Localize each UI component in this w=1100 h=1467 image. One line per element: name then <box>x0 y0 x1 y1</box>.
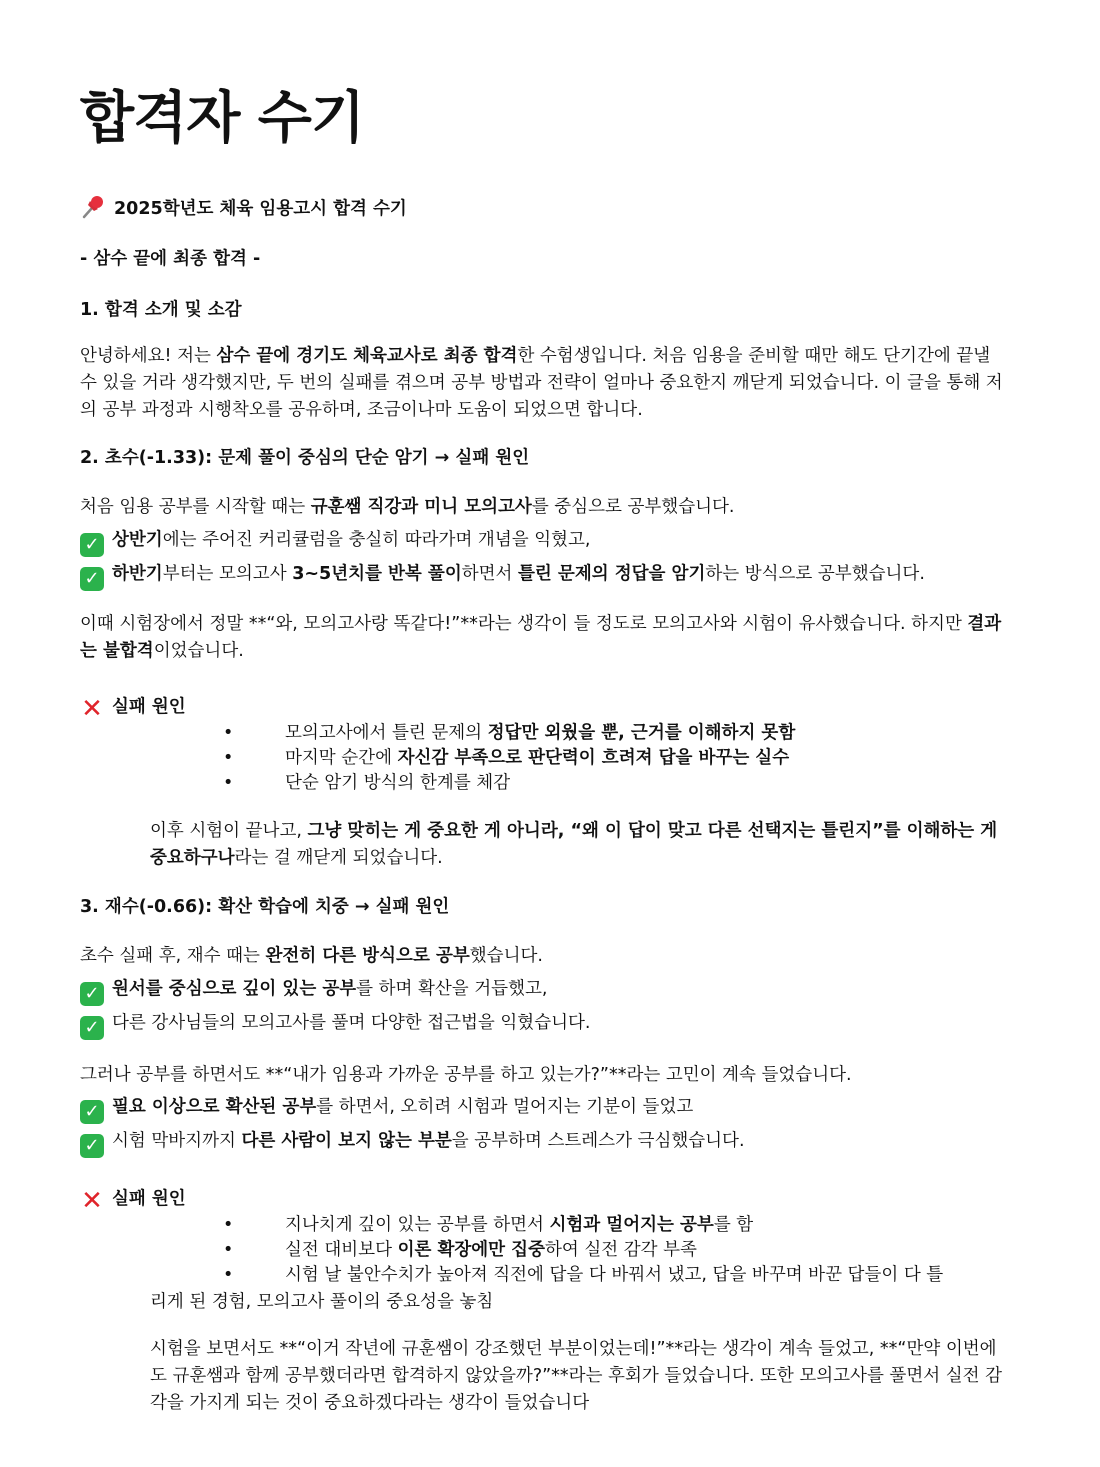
section3-fail-item-continued: 리게 된 경험, 모의고사 풀이의 중요성을 놓침 <box>150 1292 494 1312</box>
section1-paragraph: 안녕하세요! 저는 삼수 끝에 경기도 체육교사로 최종 합격한 수험생입니다. 처음 임용을 준비할 때만 해도 단기간에 끝낼 수 있을 거라 생각했지만, 두 번의 실패를 겪으며 공부 방법과 전략이 얼마나 중요한지 깨닫게 되었습니다. 이 글을 통해 저의 공부 과정과 시행착오를 공유하며, 조금이나마 도움이 되었으면 합니다. <box>80 346 1003 420</box>
tagline: - 삼수 끝에 최종 합격 - <box>80 249 261 269</box>
section3-check-item: ✓ 시험 막바지까지 다른 사람이 보지 않는 부분을 공부하며 스트레스가 극심했습니다. <box>80 1128 745 1158</box>
section3-check-item: ✓ 필요 이상으로 확산된 공부를 하면서, 오히려 시험과 멀어지는 기분이 들었고 <box>80 1094 693 1124</box>
section3-heading: 3. 재수(-0.66): 확산 학습에 치중 → 실패 원인 <box>80 897 450 917</box>
bullet: • <box>223 1265 234 1285</box>
subtitle: 2025학년도 체육 임용고시 합격 수기 <box>114 199 407 219</box>
section3-closing: 시험을 보면서도 **“이거 작년에 규훈쌤이 강조했던 부분이었는데!”**라는 생각이 계속 들었고, **“만약 이번에도 규훈쌤과 함께 공부했더라면 합격하지 않았을까?”**라는 후회가 들었습니다. 또한 모의고사를 풀면서 실전 감각을 가지게 되는 것이 중요하겠다라는 생각이 들었습니다 <box>150 1339 1002 1413</box>
section2-check-item: ✓ 상반기에는 주어진 커리큘럼을 충실히 따라가며 개념을 익혔고, <box>80 527 590 557</box>
section2-fail-heading: ✕ 실패 원인 <box>81 694 186 724</box>
check-mark-icon: ✓ <box>80 1134 104 1158</box>
section3-fail-heading: ✕ 실패 원인 <box>81 1186 186 1216</box>
section2-reflection: 이후 시험이 끝나고, 그냥 맞히는 게 중요한 게 아니라, “왜 이 답이 맞고 다른 선택지는 틀린지”를 이해하는 게 중요하구나라는 걸 깨닫게 되었습니다. <box>150 821 998 868</box>
section3-fail-item: 실전 대비보다 이론 확장에만 집중하여 실전 감각 부족 <box>285 1240 697 1260</box>
bullet: • <box>223 723 234 743</box>
check-mark-icon: ✓ <box>80 567 104 591</box>
section2-fail-item: 단순 암기 방식의 한계를 체감 <box>285 773 511 793</box>
section3-paragraph: 그러나 공부를 하면서도 **“내가 임용과 가까운 공부를 하고 있는가?”**라는 고민이 계속 들었습니다. <box>80 1065 852 1085</box>
section2-heading: 2. 초수(-1.33): 문제 풀이 중심의 단순 암기 → 실패 원인 <box>80 448 530 468</box>
section2-fail-item: 모의고사에서 틀린 문제의 정답만 외웠을 뿐, 근거를 이해하지 못함 <box>285 723 796 743</box>
section1-heading: 1. 합격 소개 및 소감 <box>80 300 242 320</box>
check-mark-icon: ✓ <box>80 982 104 1006</box>
bullet: • <box>223 773 234 793</box>
check-mark-icon: ✓ <box>80 1016 104 1040</box>
section3-fail-item: 시험 날 불안수치가 높아져 직전에 답을 다 바꿔서 냈고, 답을 바꾸며 바꾼 답들이 다 틀 <box>285 1265 944 1285</box>
pushpin-icon <box>80 195 106 219</box>
bullet: • <box>223 1240 234 1260</box>
page-title: 합격자 수기 <box>80 86 364 151</box>
section3-check-item: ✓ 원서를 중심으로 깊이 있는 공부를 하며 확산을 거듭했고, <box>80 976 547 1006</box>
subtitle-line <box>80 195 407 223</box>
section3-fail-item: 지나치게 깊이 있는 공부를 하면서 시험과 멀어지는 공부를 함 <box>285 1215 754 1235</box>
bullet: • <box>223 748 234 768</box>
section2-fail-item: 마지막 순간에 자신감 부족으로 판단력이 흐려져 답을 바꾸는 실수 <box>285 748 790 768</box>
bullet: • <box>223 1215 234 1235</box>
section2-paragraph: 이때 시험장에서 정말 **“와, 모의고사랑 똑같다!”**라는 생각이 들 정도로 모의고사와 시험이 유사했습니다. 하지만 결과는 불합격이었습니다. <box>80 614 1002 661</box>
section3-check-item: ✓ 다른 강사님들의 모의고사를 풀며 다양한 접근법을 익혔습니다. <box>80 1010 590 1040</box>
check-mark-icon: ✓ <box>80 533 104 557</box>
check-mark-icon: ✓ <box>80 1100 104 1124</box>
section2-intro: 처음 임용 공부를 시작할 때는 규훈쌤 직강과 미니 모의고사를 중심으로 공부했습니다. <box>80 497 735 517</box>
cross-mark-icon: ✕ <box>81 1186 103 1216</box>
section2-check-item: ✓ 하반기부터는 모의고사 3~5년치를 반복 풀이하면서 틀린 문제의 정답을 암기하는 방식으로 공부했습니다. <box>80 561 925 591</box>
cross-mark-icon: ✕ <box>81 694 103 724</box>
section3-intro: 초수 실패 후, 재수 때는 완전히 다른 방식으로 공부했습니다. <box>80 946 543 966</box>
